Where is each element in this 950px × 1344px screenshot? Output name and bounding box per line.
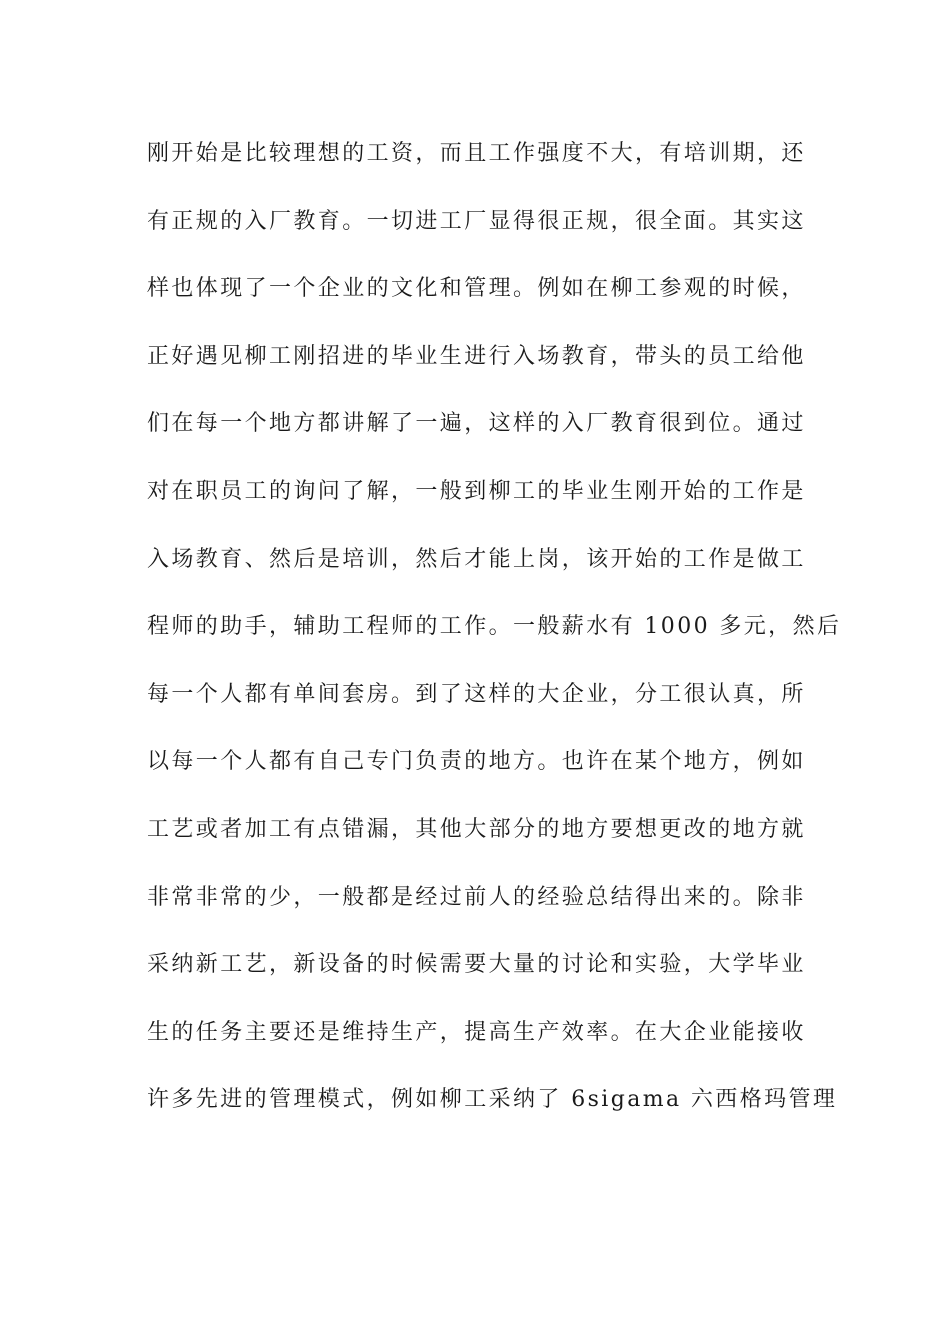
text-line: 非常非常的少，一般都是经过前人的经验总结得出来的。除非 <box>147 884 806 910</box>
text-line: 们在每一个地方都讲解了一遍，这样的入厂教育很到位。通过 <box>147 411 806 437</box>
text-line: 程师的助手，辅助工程师的工作。一般薪水有 1000 多元，然后 <box>147 614 842 640</box>
text-line: 对在职员工的询问了解，一般到柳工的毕业生刚开始的工作是 <box>147 478 806 504</box>
text-line: 采纳新工艺，新设备的时候需要大量的讨论和实验，大学毕业 <box>147 952 806 978</box>
text-line: 有正规的入厂教育。一切进工厂显得很正规，很全面。其实这 <box>147 208 806 234</box>
body-text <box>147 131 842 1145</box>
text-line: 入场教育、然后是培训，然后才能上岗，该开始的工作是做工 <box>147 546 806 572</box>
text-line: 以每一个人都有自己专门负责的地方。也许在某个地方，例如 <box>147 749 806 775</box>
text-line: 正好遇见柳工刚招进的毕业生进行入场教育，带头的员工给他 <box>147 343 806 369</box>
text-line: 许多先进的管理模式，例如柳工采纳了 6sigama 六西格玛管理 <box>147 1087 838 1113</box>
text-line: 每一个人都有单间套房。到了这样的大企业，分工很认真，所 <box>147 681 806 707</box>
text-line: 生的任务主要还是维持生产，提高生产效率。在大企业能接收 <box>147 1019 806 1045</box>
text-line: 样也体现了一个企业的文化和管理。例如在柳工参观的时候， <box>147 276 806 302</box>
text-line: 刚开始是比较理想的工资，而且工作强度不大，有培训期，还 <box>147 141 806 166</box>
text-line: 工艺或者加工有点错漏，其他大部分的地方要想更改的地方就 <box>147 816 806 842</box>
